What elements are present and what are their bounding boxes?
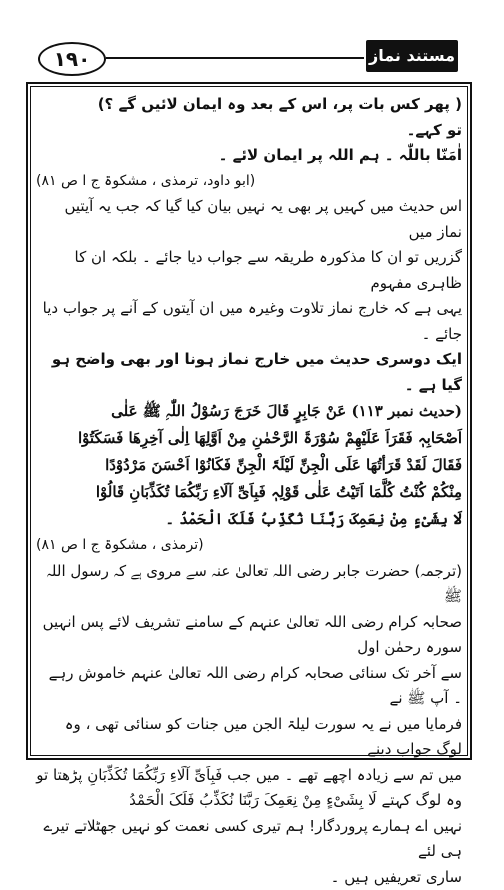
hadith-line: فَقَالَ لَقَدْ قَرَأتُھَا عَلَی الْجِنِّ لَیْلَۃَ الْجِنِّ فَکَانُوْا اَحْسَنَ مَرْدُوْدًا — [36, 452, 462, 479]
citation: (ابو داود، ترمذی ، مشکوۃ ج ا ص ۸۱) — [36, 169, 462, 195]
page-header — [30, 38, 460, 76]
hadith-line: (حدیث نمبر ۱۱۳) عَنْ جَابِرٍ قَالَ خَرَجَ رَسُوْلُ اللّٰہِ ﷺ عَلٰی — [36, 398, 462, 425]
book-title: مستند نماز حنفی — [366, 40, 458, 72]
translation-line: نہیں اے ہمارے پروردگار! ہم تیری کسی نعمت کو نہیں جھٹلاتے تیرے ہی لئے — [36, 814, 462, 865]
hadith-line: مِنْکُمْ کُنْتُ کُلَّمَا اَتَیْتُ عَلٰی قَوْلِہٖ فَبِاَیِّ آلَاءِ رَبِّکُمَا تُکَذِّبَانِ قَالُوْا — [36, 479, 462, 506]
translation-line: وہ لوگ کہتے لَا بِشَیْءٍ مِنْ نِعَمِکَ رَبَّنَا نُکَذِّبُ فَلَکَ الْحَمْدُ — [36, 788, 462, 814]
text-line: یہی ہے کہ خارج نماز تلاوت وغیرہ میں ان آیتوں کے آنے پر جواب دیا — [36, 296, 462, 322]
header-rule — [106, 57, 364, 59]
page-body — [36, 92, 462, 752]
translation-line: فرمایا میں نے یہ سورت لیلۃ الجن میں جنات کو سنائی تھی ، وہ لوگ جواب دینے — [36, 712, 462, 763]
translation-line: ساری تعریفیں ہیں ۔ — [36, 865, 462, 890]
translation-line: (ترجمہ) حضرت جابر رضی اللہ تعالیٰ عنہ سے مروی ہے کہ رسول اللہ ﷺ — [36, 559, 462, 610]
page-number: ۱۹۰ — [38, 42, 106, 76]
text-line: گزریں تو ان کا مذکورہ طریقہ سے جواب دیا جائے ۔ بلکہ ان کا ظاہری مفہوم — [36, 245, 462, 296]
text-line: ایک دوسری حدیث میں خارج نماز ہونا اور بھی واضح ہو گیا ہے ۔ — [36, 347, 462, 398]
text-line: تو کہے۔ — [36, 118, 462, 144]
text-line: جائے ۔ — [36, 322, 462, 348]
translation-line: میں تم سے زیادہ اچھے تھے ۔ میں جب فَبِاَیِّ آلَاءِ رَبِّکُمَا تُکَذِّبَانِ پڑھتا تو — [36, 763, 462, 789]
translation-line: سے آخر تک سنائی صحابہ کرام رضی اللہ تعالیٰ عنہم خاموش رہے ۔ آپ ﷺ نے — [36, 661, 462, 712]
hadith-line: لَا بِشَیْءٍ مِنْ نِعَمِکَ رَبَّنَا نُکَذِّبُ فَلَکَ الْحَمْدُ ۔ — [36, 506, 462, 533]
hadith-line: اَصْحَابِہٖ فَقَرَاَ عَلَیْھِمْ سُوْرَۃَ الرَّحْمٰنِ مِنْ اَوَّلِھَا اِلٰی آخِرِھَا فَسَکَتُوْا — [36, 425, 462, 452]
text-line: ( پھر کس بات پر، اس کے بعد وہ ایمان لائیں گے ؟) — [36, 92, 462, 118]
translation-line: صحابہ کرام رضی اللہ تعالیٰ عنہم کے سامنے تشریف لائے پس انہیں سورہ رحمٰن اول — [36, 610, 462, 661]
citation: (ترمذی ، مشکوۃ ج ا ص ۸۱) — [36, 533, 462, 559]
text-line: اٰمَنّا باللّٰہ ۔ ہم اللہ پر ایمان لائے ۔ — [36, 143, 462, 169]
text-line: اس حدیث میں کہیں پر بھی یہ نہیں بیان کیا گیا کہ جب یہ آیتیں نماز میں — [36, 194, 462, 245]
